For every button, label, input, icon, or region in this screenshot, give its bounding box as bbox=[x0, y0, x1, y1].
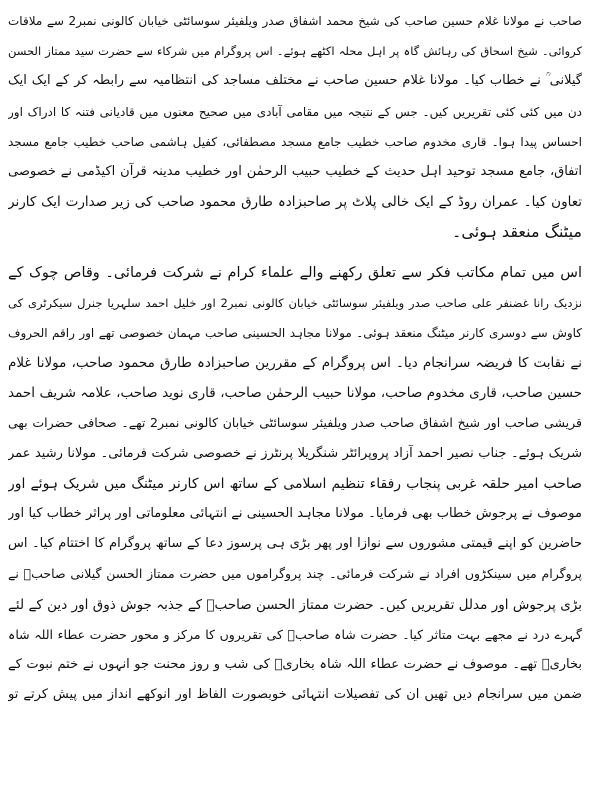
text-line: اتفاق، جامع مسجد توحید اہل حدیث کے خطیب حبیب الرحمٰن اور خطیب مدینہ قرآن اکیڈمی نے خصوصی bbox=[8, 163, 582, 179]
text-line: شریک ہوئے۔ جناب نصیر احمد آزاد پروپرائٹر شنگریلا پرنٹرز نے خصوصی شرکت فرمائی۔ مولانا رشید عمر bbox=[8, 445, 582, 461]
text-line: دن میں کئی کئی تقریریں کیں۔ جس کے نتیجہ میں مقامی آبادی میں صحیح معنوں میں قادیانی فتنہ کا ادراک اور bbox=[8, 104, 582, 119]
text-line: حسین صاحب، قاری مخدوم صاحب، مولانا حبیب الرحمٰن صاحب، قاری نوید صاحب، علامہ شریف احمد bbox=[8, 385, 582, 402]
text-line: ضمن میں سرانجام دیں تھیں ان کی تفصیلات انتہائی خوبصورت الفاظ اور انوکھے انداز میں پیش کرتے تو bbox=[8, 687, 582, 703]
text-line: قریشی صاحب اور شیخ اشفاق صاحب صدر ویلفیئر سوسائٹی خیابان کالونی نمبر2 تھے۔ صحافی حضرات بھی bbox=[8, 415, 582, 431]
text-line: گہرے درد نے مجھے بہت متاثر کیا۔ حضرت شاہ صاحبؒ کی تقریروں کا مرکز و محور حضرت عطاء اللہ شاہ bbox=[8, 626, 582, 642]
text-line: بخاریؒ تھے۔ موصوف نے حضرت عطاء اللہ شاہ بخاریؒ کی شب و روز محنت جو انہوں نے ختم نبوت کے bbox=[8, 656, 582, 672]
text-line: کروائی۔ شیخ اسحاق کی رہائش گاہ پر اہل محلہ اکٹھے ہوئے۔ اس پروگرام میں شرکاء سے حضرت سید ممتاز الحسن bbox=[8, 44, 582, 59]
text-line: صاحب نے مولانا غلام حسین صاحب کی شیخ محمد اشفاق صدر ویلفیئر سوسائٹی خیابان کالونی نمبر2 سے ملاقات bbox=[8, 14, 582, 28]
paragraph-2 bbox=[8, 258, 582, 711]
paragraph-1 bbox=[8, 6, 582, 248]
text-line: موصوف نے پرجوش خطاب بھی فرمایا۔ مولانا مجاہد الحسینی نے انتہائی معلوماتی اور پراثر خطاب کیا اور bbox=[8, 506, 582, 521]
text-line: تعاون کیا۔ عمران روڈ کے ایک خالی پلاٹ پر صاحبزادہ طارق محمود صاحب کی زیر صدارت ایک کارنر bbox=[8, 194, 582, 211]
text-line: نزدیک رانا غضنفر علی صاحب صدر ویلفیئر سوسائٹی خیابان کالونی نمبر2 اور خلیل احمد سلہریا جنرل سیکرٹری کی bbox=[8, 295, 582, 310]
text-line: نے نقابت کا فریضہ سرانجام دیا۔ اس پروگرام کے مقررین صاحبزادہ طارق محمود صاحب، مولانا غلام bbox=[8, 355, 582, 372]
text-line: اس میں تمام مکاتب فکر سے تعلق رکھنے والے علماء کرام نے شرکت فرمائی۔ وقاص چوک کے bbox=[8, 264, 582, 281]
text-line: میٹنگ منعقد ہوئی۔ bbox=[452, 222, 582, 242]
text-line: گیلانی ؒ نے خطاب کیا۔ مولانا غلام حسین صاحب نے مختلف مساجد کی انتظامیہ سے رابطہ کر کے ایک ایک bbox=[8, 73, 582, 89]
text-line: بڑی پرجوش اور مدلل تقریریں کیں۔ حضرت ممتاز الحسن صاحبؒ کے جذبہ جوش ذوق اور دین کے لئے bbox=[8, 596, 582, 613]
text-line: کاوش سے دوسری کارنر میٹنگ منعقد ہوئی۔ مولانا مجاہد الحسینی صاحب مہمان خصوصی تھے اور راقم الحروف bbox=[8, 325, 582, 340]
text-line: احساس پیدا ہوا۔ قاری مخدوم صاحب خطیب جامع مسجد مصطفائی، کفیل ہاشمی صاحب خطیب جامع مسجد bbox=[8, 134, 582, 149]
text-line: پروگرام میں سینکڑوں افراد نے شرکت فرمائی۔ چند پروگراموں میں حضرت ممتاز الحسن گیلانی صاحبؒ نے bbox=[8, 566, 582, 582]
text-line: صاحب امیر حلقہ غربی پنجاب رفقاء تنظیم اسلامی کے ساتھ اس کارنر میٹنگ میں شریک ہوئے اور bbox=[8, 475, 582, 492]
text-line: حاضرین کو اپنے قیمتی مشوروں سے نوازا اور پھر بڑی ہی پرسوز دعا کے ساتھ پروگرام کا اختتام کیا۔ اس bbox=[8, 536, 582, 552]
